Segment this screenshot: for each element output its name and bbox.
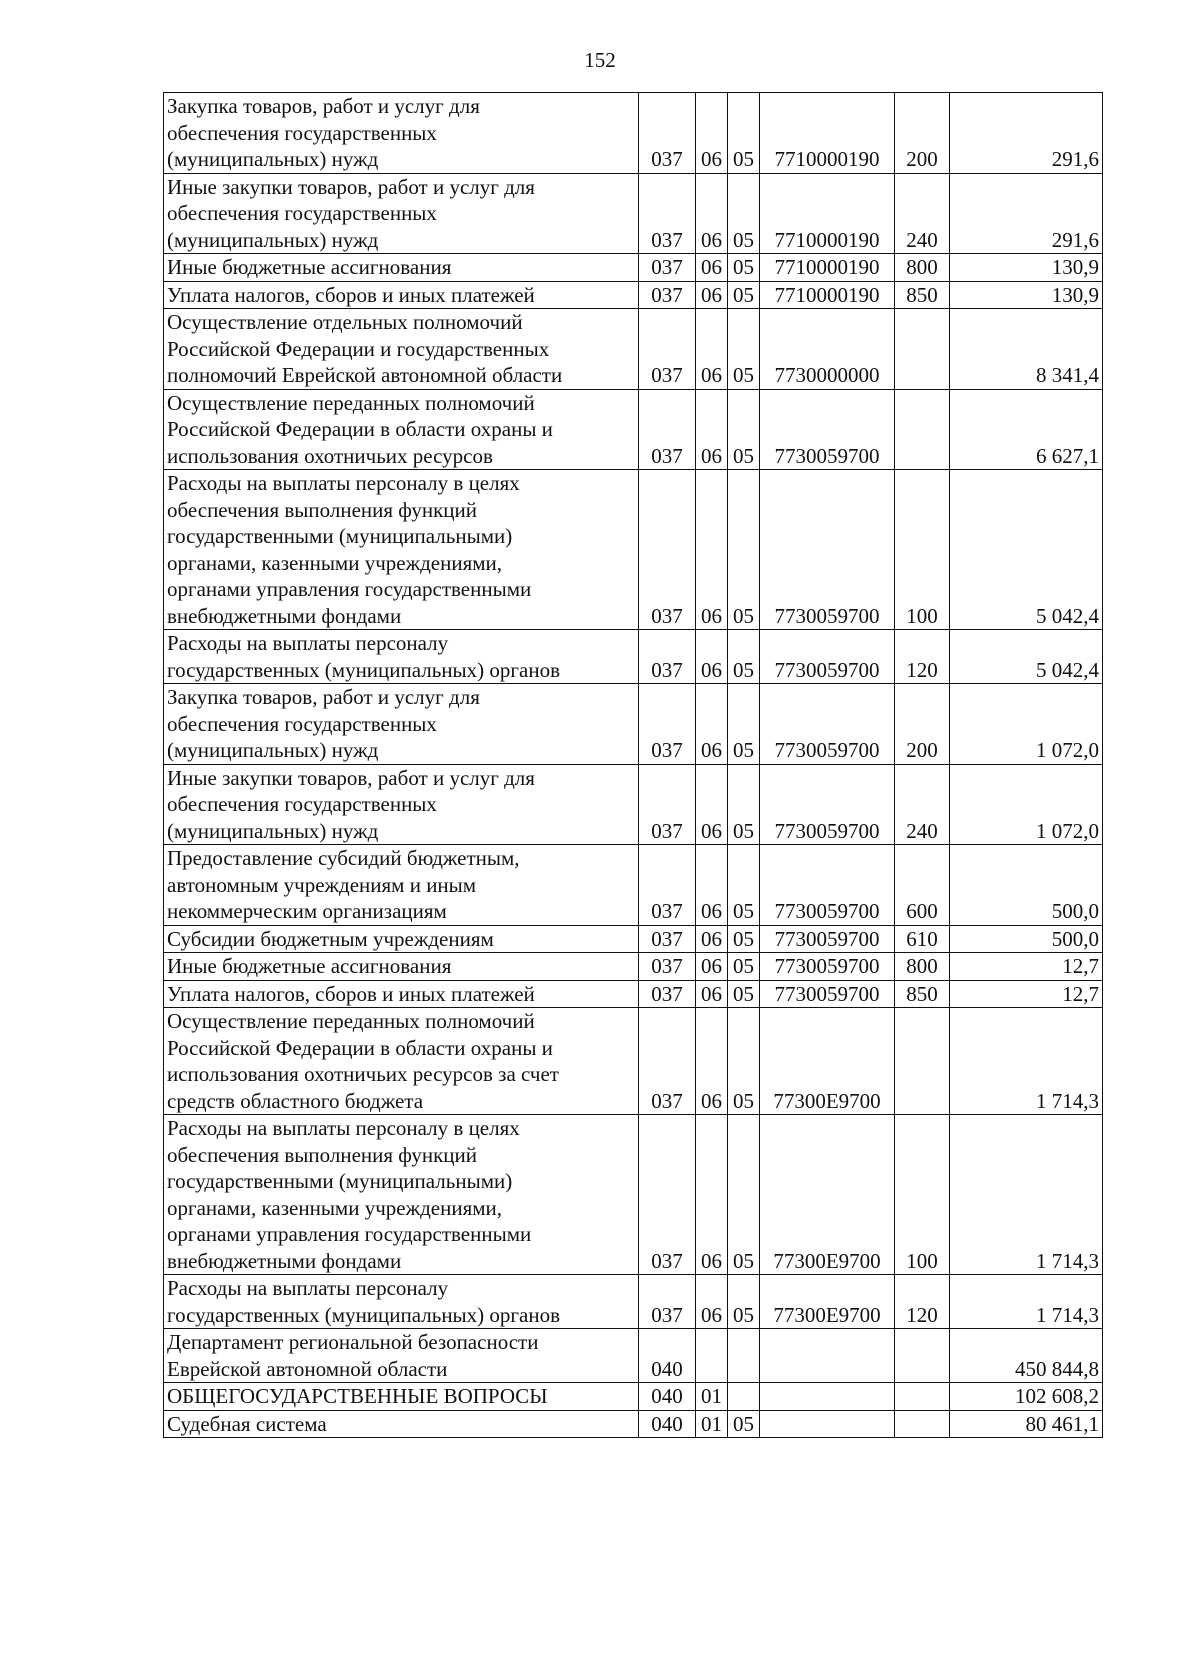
table-row <box>164 389 1103 470</box>
section-code-cell: 06 <box>696 281 728 309</box>
amount-cell: 130,9 <box>950 254 1103 282</box>
subsection-code-cell: 05 <box>728 1275 760 1329</box>
target-article-cell: 7710000190 <box>760 281 895 309</box>
expense-type-cell <box>895 389 950 470</box>
expense-type-cell <box>895 1329 950 1383</box>
expense-name-cell: Субсидии бюджетным учреждениям <box>164 925 639 953</box>
target-article-cell: 7730059700 <box>760 389 895 470</box>
expense-type-cell <box>895 1383 950 1411</box>
subsection-code-cell: 05 <box>728 1008 760 1115</box>
subsection-code-cell: 05 <box>728 93 760 174</box>
budget-table <box>163 92 1103 1438</box>
table-row <box>164 1383 1103 1411</box>
expense-name-cell: Иные закупки товаров, работ и услуг для обеспечения государственных (муниципальных) нужд <box>164 764 639 845</box>
amount-cell: 12,7 <box>950 953 1103 981</box>
expense-name-cell: Закупка товаров, работ и услуг для обеспечения государственных (муниципальных) нужд <box>164 93 639 174</box>
ministry-code-cell: 037 <box>639 281 696 309</box>
target-article-cell: 7730059700 <box>760 630 895 684</box>
ministry-code-cell: 040 <box>639 1383 696 1411</box>
ministry-code-cell: 037 <box>639 470 696 630</box>
target-article-cell: 77300E9700 <box>760 1275 895 1329</box>
ministry-code-cell: 037 <box>639 389 696 470</box>
target-article-cell: 7710000190 <box>760 254 895 282</box>
subsection-code-cell: 05 <box>728 980 760 1008</box>
subsection-code-cell: 05 <box>728 1410 760 1438</box>
section-code-cell: 06 <box>696 630 728 684</box>
expense-type-cell: 240 <box>895 173 950 254</box>
subsection-code-cell: 05 <box>728 845 760 926</box>
amount-cell: 80 461,1 <box>950 1410 1103 1438</box>
section-code-cell: 01 <box>696 1383 728 1411</box>
expense-type-cell: 850 <box>895 980 950 1008</box>
amount-cell: 5 042,4 <box>950 630 1103 684</box>
expense-type-cell: 200 <box>895 93 950 174</box>
expense-name-cell: Уплата налогов, сборов и иных платежей <box>164 281 639 309</box>
expense-name-cell: Осуществление переданных полномочий Российской Федерации в области охраны и использования охотничьих ресурсов за счет средств областного бюджета <box>164 1008 639 1115</box>
table-row <box>164 953 1103 981</box>
expense-name-cell: Расходы на выплаты персоналу в целях обеспечения выполнения функций государственными (муниципальными) органами, казенными учреждениями, органами управления государственными внебюджетными фондами <box>164 470 639 630</box>
expense-name-cell: Расходы на выплаты персоналу государственных (муниципальных) органов <box>164 630 639 684</box>
subsection-code-cell: 05 <box>728 389 760 470</box>
target-article-cell: 7730059700 <box>760 980 895 1008</box>
section-code-cell: 06 <box>696 684 728 765</box>
section-code-cell: 06 <box>696 309 728 390</box>
subsection-code-cell: 05 <box>728 953 760 981</box>
amount-cell: 6 627,1 <box>950 389 1103 470</box>
expense-name-cell: Иные бюджетные ассигнования <box>164 254 639 282</box>
ministry-code-cell: 037 <box>639 173 696 254</box>
amount-cell: 130,9 <box>950 281 1103 309</box>
table-row <box>164 925 1103 953</box>
amount-cell: 12,7 <box>950 980 1103 1008</box>
expense-name-cell: Департамент региональной безопасности Еврейской автономной области <box>164 1329 639 1383</box>
expense-name-cell: Закупка товаров, работ и услуг для обеспечения государственных (муниципальных) нужд <box>164 684 639 765</box>
target-article-cell: 7730059700 <box>760 764 895 845</box>
target-article-cell <box>760 1329 895 1383</box>
expense-type-cell: 800 <box>895 254 950 282</box>
subsection-code-cell: 05 <box>728 684 760 765</box>
amount-cell: 500,0 <box>950 845 1103 926</box>
amount-cell: 500,0 <box>950 925 1103 953</box>
section-code-cell: 06 <box>696 1008 728 1115</box>
expense-type-cell: 100 <box>895 1115 950 1275</box>
amount-cell: 1 072,0 <box>950 684 1103 765</box>
amount-cell: 291,6 <box>950 173 1103 254</box>
subsection-code-cell: 05 <box>728 173 760 254</box>
ministry-code-cell: 040 <box>639 1410 696 1438</box>
expense-type-cell: 120 <box>895 630 950 684</box>
subsection-code-cell: 05 <box>728 1115 760 1275</box>
expense-type-cell <box>895 1410 950 1438</box>
ministry-code-cell: 037 <box>639 93 696 174</box>
ministry-code-cell: 037 <box>639 953 696 981</box>
section-code-cell: 06 <box>696 953 728 981</box>
target-article-cell: 77300E9700 <box>760 1115 895 1275</box>
target-article-cell: 7730059700 <box>760 684 895 765</box>
target-article-cell: 7710000190 <box>760 173 895 254</box>
amount-cell: 1 072,0 <box>950 764 1103 845</box>
ministry-code-cell: 037 <box>639 1115 696 1275</box>
ministry-code-cell: 037 <box>639 925 696 953</box>
amount-cell: 1 714,3 <box>950 1008 1103 1115</box>
amount-cell: 102 608,2 <box>950 1383 1103 1411</box>
target-article-cell <box>760 1383 895 1411</box>
section-code-cell <box>696 1329 728 1383</box>
table-row <box>164 281 1103 309</box>
section-code-cell: 01 <box>696 1410 728 1438</box>
section-code-cell: 06 <box>696 173 728 254</box>
section-code-cell: 06 <box>696 845 728 926</box>
ministry-code-cell: 037 <box>639 630 696 684</box>
table-row <box>164 309 1103 390</box>
expense-type-cell: 120 <box>895 1275 950 1329</box>
expense-type-cell: 240 <box>895 764 950 845</box>
target-article-cell: 7710000190 <box>760 93 895 174</box>
page-number: 152 <box>584 48 616 72</box>
target-article-cell: 7730059700 <box>760 925 895 953</box>
expense-type-cell: 610 <box>895 925 950 953</box>
subsection-code-cell: 05 <box>728 281 760 309</box>
section-code-cell: 06 <box>696 925 728 953</box>
section-code-cell: 06 <box>696 389 728 470</box>
subsection-code-cell: 05 <box>728 630 760 684</box>
expense-name-cell: Осуществление отдельных полномочий Российской Федерации и государственных полномочий Еврейской автономной области <box>164 309 639 390</box>
expense-name-cell: Уплата налогов, сборов и иных платежей <box>164 980 639 1008</box>
table-row <box>164 980 1103 1008</box>
ministry-code-cell: 037 <box>639 1275 696 1329</box>
subsection-code-cell: 05 <box>728 254 760 282</box>
table-row <box>164 764 1103 845</box>
ministry-code-cell: 037 <box>639 764 696 845</box>
expense-name-cell: ОБЩЕГОСУДАРСТВЕННЫЕ ВОПРОСЫ <box>164 1383 639 1411</box>
target-article-cell: 77300E9700 <box>760 1008 895 1115</box>
table-row <box>164 1275 1103 1329</box>
target-article-cell: 7730059700 <box>760 470 895 630</box>
amount-cell: 8 341,4 <box>950 309 1103 390</box>
table-row <box>164 1329 1103 1383</box>
section-code-cell: 06 <box>696 980 728 1008</box>
expense-type-cell: 600 <box>895 845 950 926</box>
subsection-code-cell: 05 <box>728 764 760 845</box>
ministry-code-cell: 040 <box>639 1329 696 1383</box>
table-row <box>164 630 1103 684</box>
ministry-code-cell: 037 <box>639 254 696 282</box>
expense-name-cell: Судебная система <box>164 1410 639 1438</box>
section-code-cell: 06 <box>696 1275 728 1329</box>
subsection-code-cell <box>728 1383 760 1411</box>
target-article-cell: 7730000000 <box>760 309 895 390</box>
table-row <box>164 1115 1103 1275</box>
table-row <box>164 1410 1103 1438</box>
expense-name-cell: Предоставление субсидий бюджетным, автономным учреждениям и иным некоммерческим организациям <box>164 845 639 926</box>
expense-name-cell: Расходы на выплаты персоналу государственных (муниципальных) органов <box>164 1275 639 1329</box>
expense-type-cell: 800 <box>895 953 950 981</box>
subsection-code-cell: 05 <box>728 470 760 630</box>
ministry-code-cell: 037 <box>639 845 696 926</box>
table-row <box>164 470 1103 630</box>
table-row <box>164 1008 1103 1115</box>
ministry-code-cell: 037 <box>639 980 696 1008</box>
target-article-cell: 7730059700 <box>760 845 895 926</box>
subsection-code-cell <box>728 1329 760 1383</box>
section-code-cell: 06 <box>696 254 728 282</box>
amount-cell: 1 714,3 <box>950 1275 1103 1329</box>
amount-cell: 1 714,3 <box>950 1115 1103 1275</box>
expense-name-cell: Иные бюджетные ассигнования <box>164 953 639 981</box>
expense-name-cell: Осуществление переданных полномочий Российской Федерации в области охраны и использования охотничьих ресурсов <box>164 389 639 470</box>
section-code-cell: 06 <box>696 470 728 630</box>
ministry-code-cell: 037 <box>639 684 696 765</box>
table-row <box>164 845 1103 926</box>
expense-name-cell: Иные закупки товаров, работ и услуг для обеспечения государственных (муниципальных) нужд <box>164 173 639 254</box>
section-code-cell: 06 <box>696 764 728 845</box>
amount-cell: 291,6 <box>950 93 1103 174</box>
section-code-cell: 06 <box>696 1115 728 1275</box>
expense-type-cell <box>895 1008 950 1115</box>
table-row <box>164 254 1103 282</box>
table-body <box>164 93 1103 1438</box>
table-row <box>164 173 1103 254</box>
subsection-code-cell: 05 <box>728 925 760 953</box>
ministry-code-cell: 037 <box>639 1008 696 1115</box>
expense-type-cell: 850 <box>895 281 950 309</box>
expense-name-cell: Расходы на выплаты персоналу в целях обеспечения выполнения функций государственными (муниципальными) органами, казенными учреждениями, органами управления государственными внебюджетными фондами <box>164 1115 639 1275</box>
target-article-cell <box>760 1410 895 1438</box>
subsection-code-cell: 05 <box>728 309 760 390</box>
table-row <box>164 684 1103 765</box>
amount-cell: 450 844,8 <box>950 1329 1103 1383</box>
target-article-cell: 7730059700 <box>760 953 895 981</box>
amount-cell: 5 042,4 <box>950 470 1103 630</box>
expense-type-cell <box>895 309 950 390</box>
section-code-cell: 06 <box>696 93 728 174</box>
expense-type-cell: 200 <box>895 684 950 765</box>
expense-type-cell: 100 <box>895 470 950 630</box>
table-row <box>164 93 1103 174</box>
ministry-code-cell: 037 <box>639 309 696 390</box>
